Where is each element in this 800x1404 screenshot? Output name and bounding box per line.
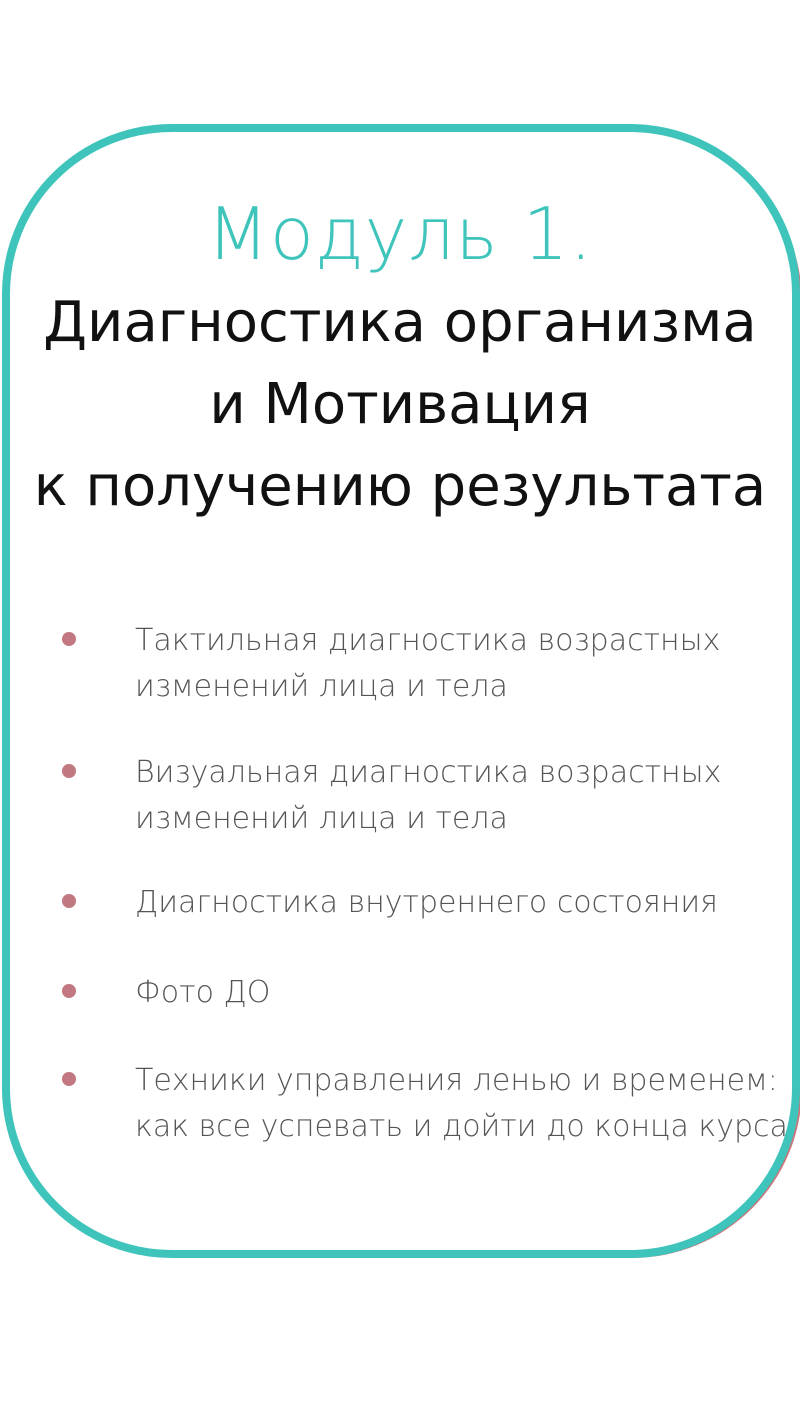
bullet-icon (62, 1072, 76, 1086)
bullet-icon (62, 764, 76, 778)
bullet-icon (62, 894, 76, 908)
module-title: Модуль 1. (206, 192, 594, 276)
list-item-line: Визуальная диагностика возрастных (135, 755, 722, 790)
list-item-text (135, 750, 765, 842)
bullet-icon (62, 632, 76, 646)
heading-line: Диагностика организма (43, 290, 757, 355)
list-item-line: как все успевать и дойти до конца курса (135, 1109, 788, 1144)
list-item-text (135, 970, 765, 1016)
list-item-line: Диагностика внутреннего состояния (135, 885, 718, 920)
heading-line: и Мотивация (209, 372, 591, 437)
list-item-text (135, 880, 765, 926)
list-item-line: изменений лица и тела (135, 669, 508, 704)
list-item-line: Фото ДО (135, 975, 271, 1010)
heading-line: к получению результата (33, 454, 767, 519)
list-item-text (135, 1058, 788, 1150)
bullet-icon (62, 984, 76, 998)
list-item-text (135, 618, 765, 710)
list-item-line: изменений лица и тела (135, 801, 508, 836)
list-item-line: Техники управления ленью и временем: (135, 1063, 778, 1098)
list-item-line: Тактильная диагностика возрастных (135, 623, 721, 658)
